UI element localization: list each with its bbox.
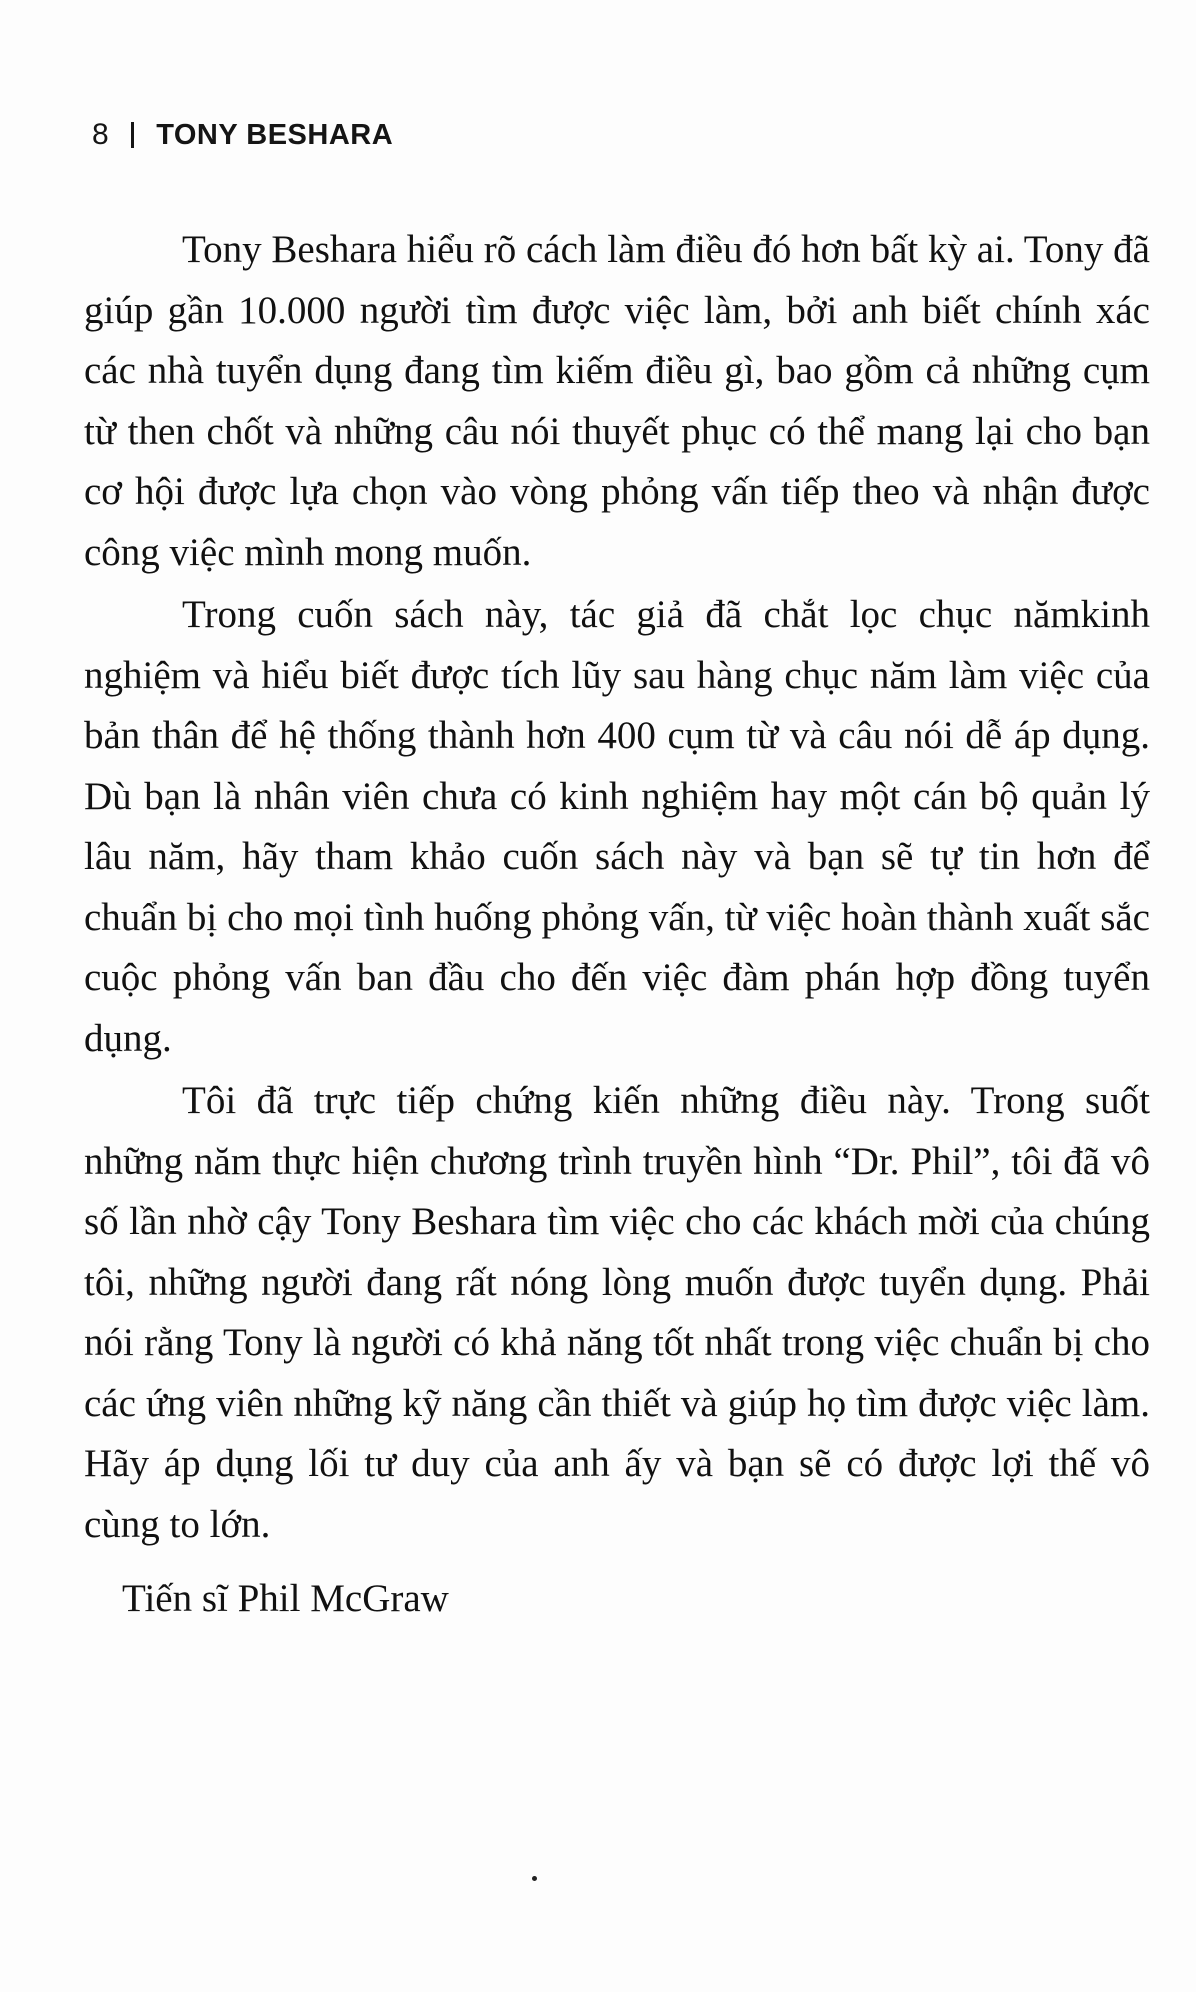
paragraph-1: Tony Beshara hiểu rõ cách làm điều đó hơn bất kỳ ai. Tony đã giúp gần 10.000 người tìm được việc làm, bởi anh biết chính xác các nhà tuyển dụng đang tìm kiếm điều gì, bao gồm cả những cụm từ then chốt và những câu nói thuyết phục có thể mang lại cho bạn cơ hội được lựa chọn vào vòng phỏng vấn tiếp theo và nhận được công việc mình mong muốn.: [84, 228, 1150, 574]
paragraph-3: Tôi đã trực tiếp chứng kiến những điều này. Trong suốt những năm thực hiện chương trình truyền hình “Dr. Phil”, tôi đã vô số lần nhờ cậy Tony Beshara tìm việc cho các khách mời của chúng tôi, những người đang rất nóng lòng muốn được tuyển dụng. Phải nói rằng Tony là người có khả năng tốt nhất trong việc chuẩn bị cho các ứng viên những kỹ năng cần thiết và giúp họ tìm được việc làm. Hãy áp dụng lối tư duy của anh ấy và bạn sẽ có được lợi thế vô cùng to lớn.: [84, 1079, 1150, 1546]
paragraph-2: Trong cuốn sách này, tác giả đã chắt lọc chục nămkinh nghiệm và hiểu biết được tích lũy sau hàng chục năm làm việc của bản thân để hệ thống thành hơn 400 cụm từ và câu nói dễ áp dụng. Dù bạn là nhân viên chưa có kinh nghiệm hay một cán bộ quản lý lâu năm, hãy tham khảo cuốn sách này và bạn sẽ tự tin hơn để chuẩn bị cho mọi tình huống phỏng vấn, từ việc hoàn thành xuất sắc cuộc phỏng vấn ban đầu cho đến việc đàm phán hợp đồng tuyển dụng.: [84, 593, 1150, 1060]
signature: Tiến sĩ Phil McGraw: [122, 1577, 449, 1620]
running-head-author: TONY BESHARA: [156, 118, 394, 151]
ink-speck: [532, 1876, 537, 1881]
page-number: 8: [92, 118, 110, 151]
header-divider: [131, 122, 134, 148]
body-text: [84, 220, 1150, 1629]
running-head: [92, 118, 393, 152]
